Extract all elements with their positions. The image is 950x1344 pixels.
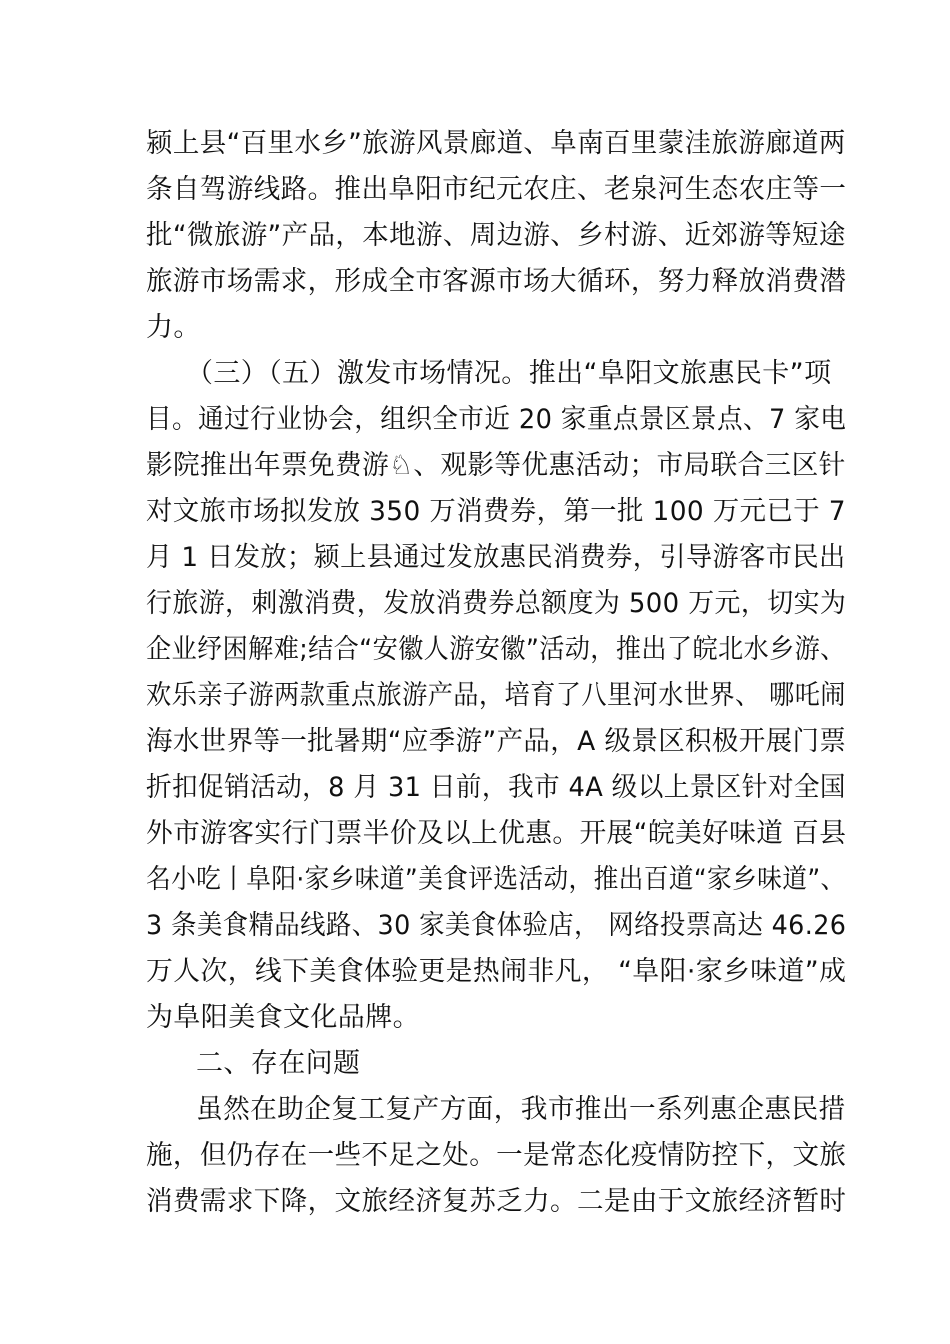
text-line-17: 名小吃丨阜阳·家乡味道”美食评选活动，推出百道“家乡味道”、 bbox=[146, 864, 846, 895]
text-line-4: 旅游市场需求，形成全市客源市场大循环，努力释放消费潜 bbox=[146, 266, 847, 297]
text-line-7: 目。通过行业协会，组织全市近 20 家重点景区景点、7 家电 bbox=[146, 404, 847, 435]
text-line-8: 影院推出年票免费游♘、观影等优惠活动；市局联合三区针 bbox=[146, 450, 846, 481]
text-line-3: 批“微旅游”产品，本地游、周边游、乡村游、近郊游等短途 bbox=[146, 220, 846, 251]
text-line-1: 颍上县“百里水乡”旅游风景廊道、阜南百里蒙洼旅游廊道两 bbox=[146, 128, 846, 159]
text-line-23: 施，但仍存在一些不足之处。一是常态化疫情防控下，文旅 bbox=[146, 1140, 847, 1171]
text-line-20: 为阜阳美食文化品牌。 bbox=[146, 1002, 420, 1033]
section-heading-stimulate-market: （三）（五）激发市场情况。推出“阜阳文旅惠民卡”项 bbox=[186, 358, 832, 389]
text-line-18: 3 条美食精品线路、30 家美食体验店， 网络投票高达 46.26 bbox=[146, 910, 847, 941]
text-line-19: 万人次，线下美食体验更是热闹非凡， “阜阳·家乡味道”成 bbox=[146, 956, 847, 987]
text-line-15: 折扣促销活动，8 月 31 日前，我市 4A 级以上景区针对全国 bbox=[146, 772, 846, 803]
text-line-11: 行旅游，刺激消费，发放消费券总额度为 500 万元，切实为 bbox=[146, 588, 847, 619]
section-heading-existing-problems: 二、存在问题 bbox=[196, 1048, 361, 1079]
text-line-13: 欢乐亲子游两款重点旅游产品，培育了八里河水世界、 哪吒闹 bbox=[146, 680, 846, 711]
text-line-10: 月 1 日发放；颍上县通过发放惠民消费券，引导游客市民出 bbox=[146, 542, 846, 573]
text-line-22: 虽然在助企复工复产方面，我市推出一系列惠企惠民措 bbox=[196, 1094, 846, 1125]
text-line-2: 条自驾游线路。推出阜阳市纪元农庄、老泉河生态农庄等一 bbox=[146, 174, 847, 205]
text-line-5: 力。 bbox=[146, 312, 201, 343]
text-line-12: 企业纾困解难;结合“安徽人游安徽”活动，推出了皖北水乡游、 bbox=[146, 634, 846, 665]
text-line-16: 外市游客实行门票半价及以上优惠。开展“皖美好味道 百县 bbox=[146, 818, 847, 849]
text-line-24: 消费需求下降，文旅经济复苏乏力。二是由于文旅经济暂时 bbox=[146, 1186, 847, 1217]
text-line-14: 海水世界等一批暑期“应季游”产品，A 级景区积极开展门票 bbox=[146, 726, 847, 757]
text-line-9: 对文旅市场拟发放 350 万消费券，第一批 100 万元已于 7 bbox=[146, 496, 847, 527]
